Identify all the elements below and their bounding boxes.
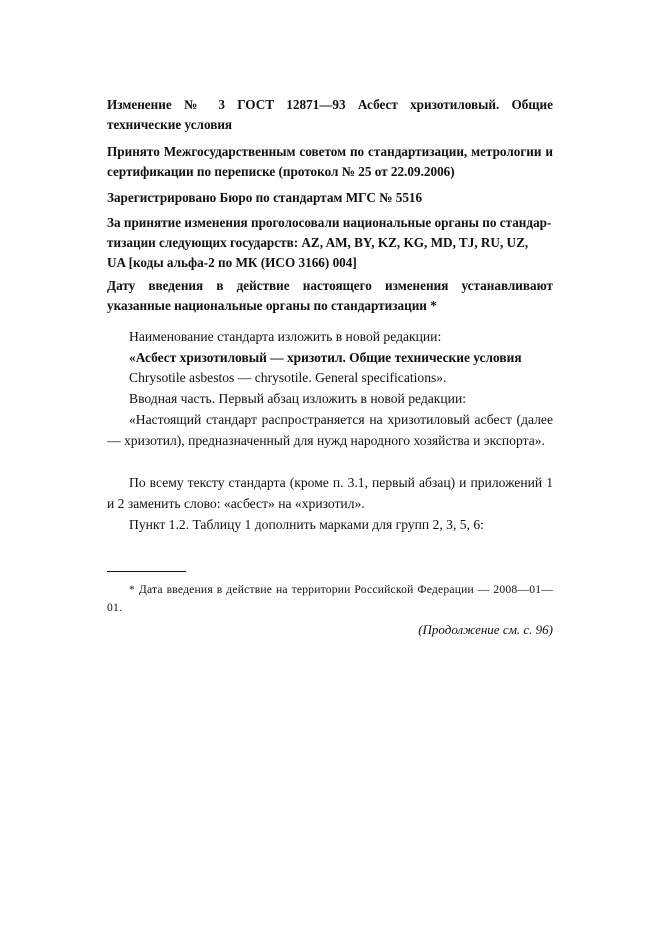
body-paragraph-3: Chrysotile asbestos — chrysotile. General specifications». <box>129 370 447 385</box>
continuation-note: (Продолжение см. с. 96) <box>418 622 553 637</box>
footnote: * Дата введения в действие на территории Российской Федерации — 2008—01—01. <box>107 583 553 614</box>
body-paragraph-1: Наименование стандарта изложить в новой редакции: <box>129 329 442 344</box>
body-paragraph-4: Вводная часть. Первый абзац изложить в новой редакции: <box>129 391 466 406</box>
body-paragraph-5: «Настоящий стандарт распространяется на хризотиловый асбест (далее — хризотил), предназначенный для нужд народного хозяйства и экспорта». <box>107 412 553 448</box>
voting-line-1: За принятие изменения проголосовали национальные органы по стандар- <box>107 215 552 230</box>
registration-note: Зарегистрировано Бюро по стандартам МГС № 5516 <box>107 190 423 205</box>
change-title: Изменение № 3 ГОСТ 12871—93 Асбест хризотиловый. Общие технические условия <box>107 97 553 132</box>
body-paragraph-2: «Асбест хризотиловый — хризотил. Общие технические условия <box>129 350 522 365</box>
voting-line-3: UA [коды альфа-2 по МК (ИСО 3166) 004] <box>107 255 357 270</box>
effective-date-note: Дату введения в действие настоящего изменения устанавливают указанные национальные органы по стандартизации * <box>107 278 553 313</box>
body-paragraph-7: Пункт 1.2. Таблицу 1 дополнить марками для групп 2, 3, 5, 6: <box>129 517 484 532</box>
body-paragraph-6: По всему тексту стандарта (кроме п. 3.1, первый абзац) и приложений 1 и 2 заменить слово: «асбест» на «хризотил». <box>107 475 553 511</box>
voting-note <box>107 213 553 273</box>
voting-line-2: тизации следующих государств: AZ, AM, BY, KZ, KG, MD, TJ, RU, UZ, <box>107 235 529 250</box>
adopted-by: Принято Межгосударственным советом по стандартизации, метрологии и сертификации по переписке (протокол № 25 от 22.09.2006) <box>107 144 553 179</box>
footnote-divider <box>107 571 186 572</box>
